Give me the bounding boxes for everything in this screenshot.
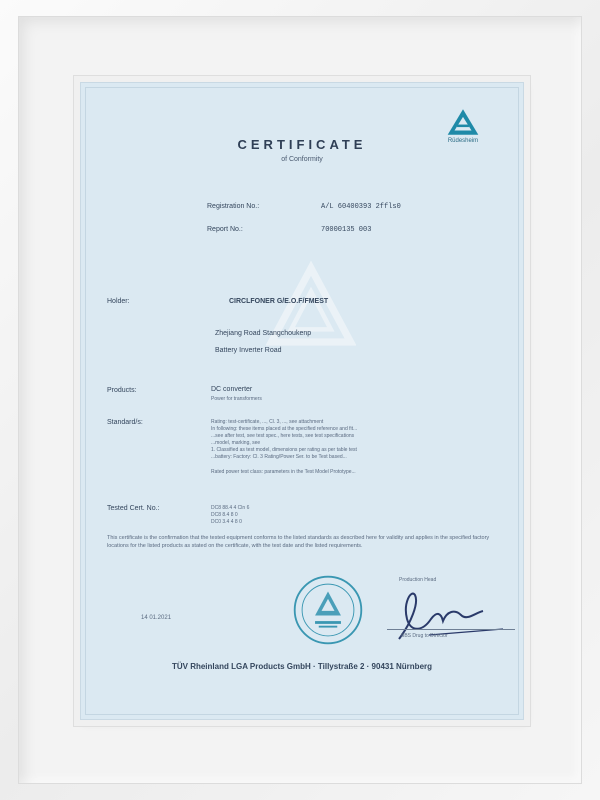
official-stamp-icon bbox=[291, 573, 365, 647]
products-value: DC converter bbox=[211, 386, 253, 393]
tested-value: DC8 8.4 8 0 bbox=[211, 512, 238, 518]
report-value: 70000135 003 bbox=[321, 226, 372, 234]
products-label: Products: bbox=[107, 387, 137, 394]
standard-line: Rating: test-certificate, ..., Cl. 3, ..., see attachment bbox=[211, 419, 324, 425]
products-subvalue: Power for transformers bbox=[211, 396, 262, 402]
signature-line bbox=[387, 629, 515, 630]
certificate-subtitle: of Conformity bbox=[281, 156, 323, 163]
holder-name: CIRCLFONER G/E.O.F/FMEST bbox=[229, 298, 329, 305]
standard-line: 1. Classified as test model, dimensions per rating as per table test bbox=[211, 447, 357, 453]
standard-line: Rated power test class: parameters in the Test Model Prototype... bbox=[211, 469, 356, 475]
certificate-statement: This certificate is the confirmation that the tested equipment conforms to the listed standards as described here for validity and applies in the specified factory locations for the listed products as stated on the certificate, with the test date and the listed requirements. bbox=[107, 535, 490, 549]
standards-block bbox=[211, 419, 501, 476]
tested-value: DC8 88.4 4 Cln 6 bbox=[211, 505, 250, 511]
holder-label: Holder: bbox=[107, 298, 130, 305]
standards-label: Standard/s: bbox=[107, 419, 143, 426]
standard-line: ...see after test, see test spec., here tests, see test specifications bbox=[211, 433, 355, 439]
holder-address-line-2: Battery Inverter Road bbox=[215, 347, 282, 354]
certificate-document bbox=[80, 82, 524, 720]
tested-values bbox=[211, 505, 249, 526]
registration-label: Registration No.: bbox=[207, 203, 260, 210]
standard-line: ...model, marking, see bbox=[211, 440, 261, 446]
standard-line: In following: these items placed at the specified reference and fit... bbox=[211, 426, 358, 432]
holder-address-line-1: Zhejiang Road Stangchoukenp bbox=[215, 330, 312, 337]
logo-text: Rüdesheim bbox=[447, 138, 479, 144]
tested-label: Tested Cert. No.: bbox=[107, 505, 160, 512]
registration-value: A/L 60400393 2ffls0 bbox=[321, 203, 401, 211]
issue-date: 14 01.2021 bbox=[141, 615, 172, 621]
signer-title: Production Head bbox=[399, 577, 437, 583]
triangle-logo-icon bbox=[446, 107, 480, 137]
certificate-title: CERTIFICATE bbox=[237, 137, 367, 152]
watermark-logo-icon bbox=[266, 261, 356, 351]
report-label: Report No.: bbox=[207, 226, 243, 233]
signer-name: BBS Drug to Director bbox=[401, 633, 448, 639]
certificate-footer: TÜV Rheinland LGA Products GmbH · Tillystraße 2 · 90431 Nürnberg bbox=[171, 662, 433, 671]
standard-line: ...battery: Factory: Cl. 3 Rating/Power Ser. to be Test based... bbox=[211, 454, 347, 460]
tested-value: DC0 3.4 4 8 0 bbox=[211, 519, 242, 525]
